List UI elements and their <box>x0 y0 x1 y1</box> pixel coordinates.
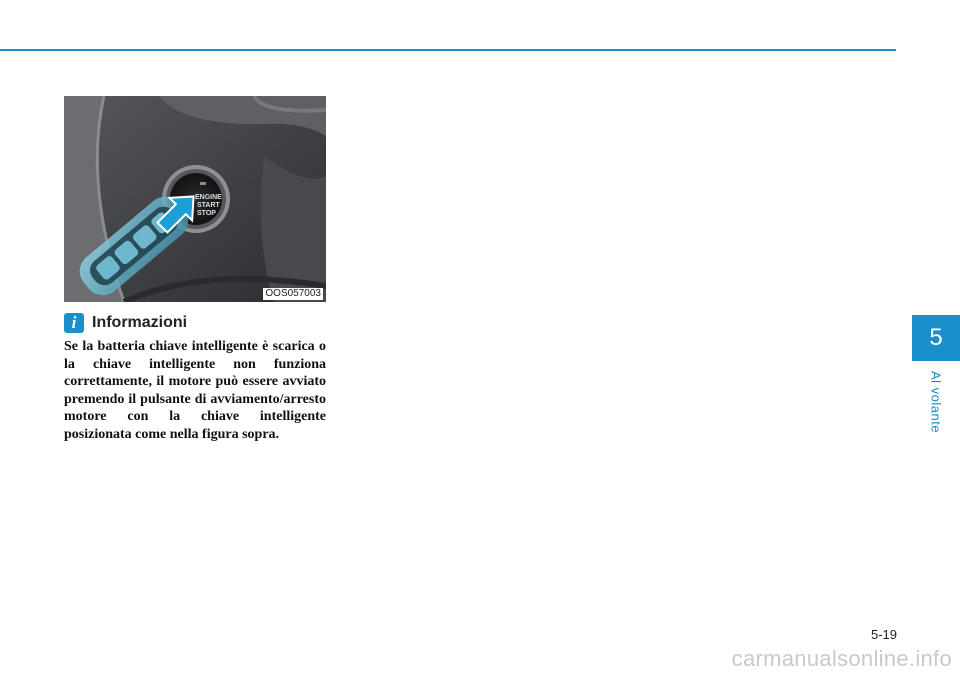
figure-code: OOS057003 <box>265 288 321 299</box>
info-paragraph: Se la batteria chiave intelligente è scarica o la chiave intelligente non funziona correttamente, il motore può essere avviato premendo il pulsante di avviamento/arresto motore con la chiave intelligente posizionata come nella figura sopra. <box>64 339 326 442</box>
chapter-label: Al volante <box>928 370 944 434</box>
info-title: Informazioni <box>92 314 188 331</box>
dashboard-illustration <box>64 96 326 302</box>
page-number: 5-19 <box>870 627 897 642</box>
button-text-line-2: START <box>197 202 220 209</box>
button-text-line-1: ENGINE <box>195 194 222 201</box>
header-rule <box>0 49 896 51</box>
start-button-figure <box>64 96 326 302</box>
watermark: carmanualsonline.info <box>731 646 952 671</box>
chapter-number-tab: 5 <box>912 315 960 361</box>
button-text-line-3: STOP <box>197 210 216 217</box>
info-heading <box>64 312 187 334</box>
info-icon: i <box>64 313 84 333</box>
